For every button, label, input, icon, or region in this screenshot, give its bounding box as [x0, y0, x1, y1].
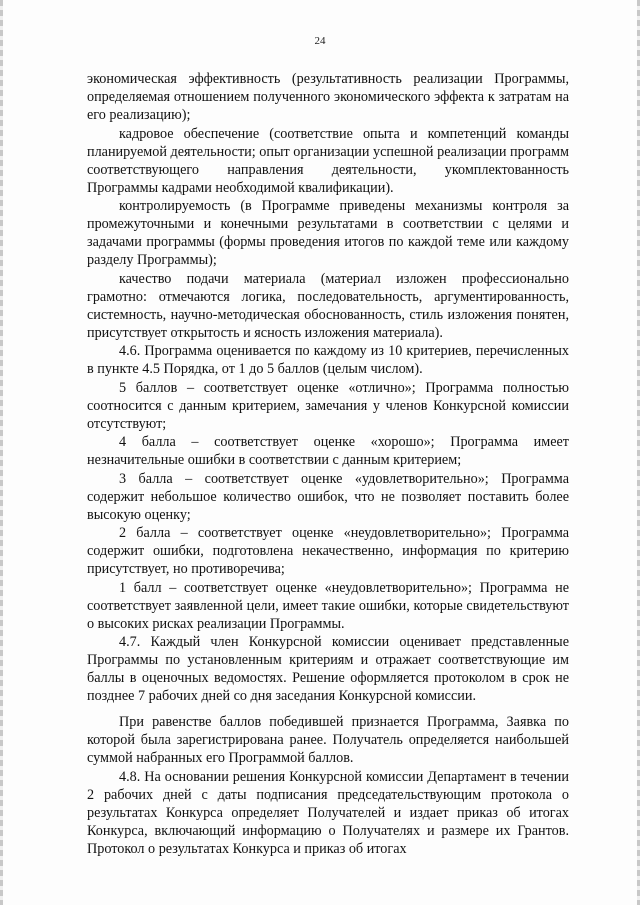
paragraph-score-1: 1 балл – соответствует оценке «неудовлетворительно»; Программа не соответствует заявленной цели, имеет такие ошибки, которые свидетельствуют о высоких рисках реализации Программы. — [87, 579, 569, 632]
paragraph-score-5: 5 баллов – соответствует оценке «отлично»; Программа полностью соотносится с данным критерием, замечания у членов Конкурсной комиссии отсутствуют; — [87, 379, 569, 432]
document-body — [87, 70, 569, 858]
paragraph-staffing: кадровое обеспечение (соответствие опыта и компетенций команды планируемой деятельности; опыт организации успешной реализации программ соответствующего направления деятельности, укомплектованность Программы кадрами необходимой квалификации). — [87, 125, 569, 196]
paragraph-score-2: 2 балла – соответствует оценке «неудовлетворительно»; Программа содержит ошибки, подготовлена некачественно, информация по критерию присутствует, но противоречива; — [87, 525, 569, 577]
paragraph-section-4-8: 4.8. На основании решения Конкурсной комиссии Департамент в течении 2 рабочих дней с даты подписания председательствующим протокола о результатах Конкурса определяет Получателей и издает приказ об итогах Конкурса, включающий информацию о Получателях и размере их Грантов. Протокол о результатах Конкурса и приказ об итогах — [87, 768, 569, 857]
paragraph-controllability: контролируемость (в Программе приведены механизмы контроля за промежуточными и конечными результатами в соответствии с целями и задачами программы (формы проведения итогов по каждой теме или каждому разделу Программы); — [87, 198, 569, 268]
paragraph-tie-rule: При равенстве баллов победившей признается Программа, Заявка по которой была зарегистрирована ранее. Получатель определяется наибольшей суммой набранных его Программой баллов. — [87, 714, 569, 766]
paragraph-section-4-6: 4.6. Программа оценивается по каждому из 10 критериев, перечисленных в пункте 4.5 Порядка, от 1 до 5 баллов (целым числом). — [87, 343, 569, 377]
page-number: 24 — [314, 35, 326, 47]
paragraph-score-4: 4 балла – соответствует оценке «хорошо»; Программа имеет незначительные ошибки в соответствии с данным критерием; — [87, 434, 569, 468]
scan-edge-left — [0, 0, 3, 905]
paragraph-economic-efficiency: экономическая эффективность (результативность реализации Программы, определяемая отношением полученного экономического эффекта к затратам на его реализацию); — [87, 71, 569, 123]
paragraph-section-4-7: 4.7. Каждый член Конкурсной комиссии оценивает представленные Программы по установленным критериям и отражает соответствующие им баллы в оценочных ведомостях. Решение оформляется протоколом в срок не позднее 7 рабочих дней со дня заседания Конкурсной комиссии. — [87, 634, 569, 704]
paragraph-score-3: 3 балла – соответствует оценке «удовлетворительно»; Программа содержит небольшое количество ошибок, что не позволяет поставить более высокую оценку; — [87, 470, 569, 523]
paragraph-material-quality: качество подачи материала (материал изложен профессионально грамотно: отмечаются логика, последовательность, аргументированность, системность, научно-методическая обоснованность, стиль изложения понятен, присутствует открытость и ясность изложения материала). — [87, 270, 569, 341]
